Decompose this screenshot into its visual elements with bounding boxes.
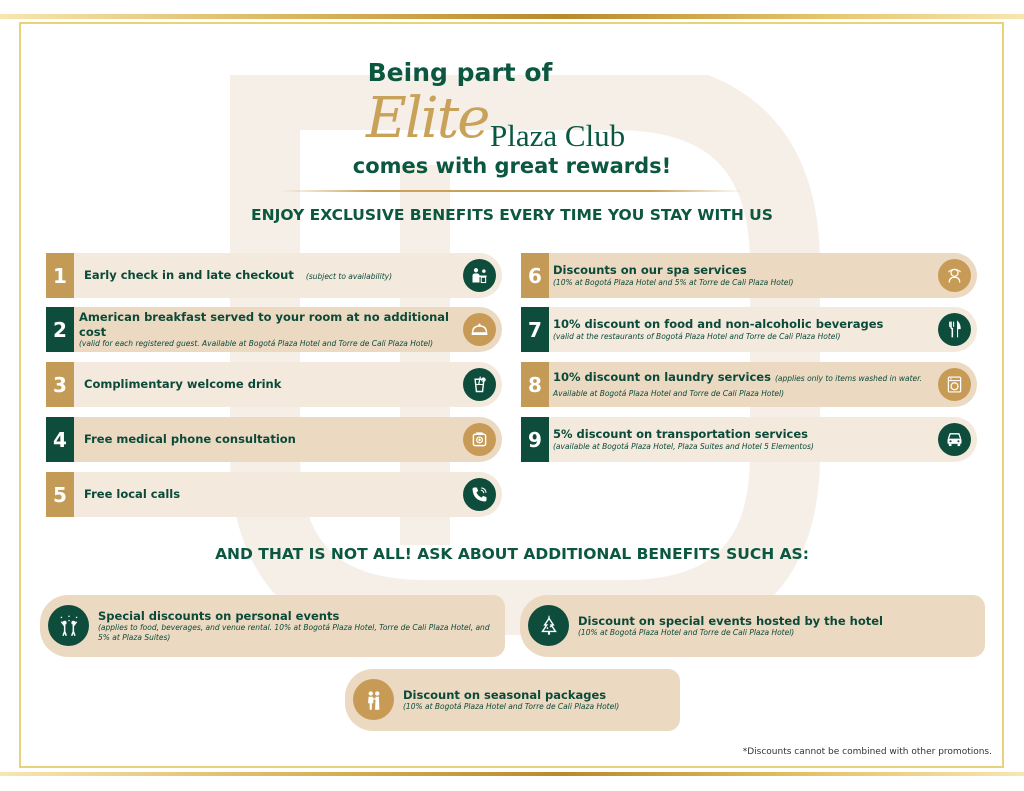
benefit-number: 3 [46,362,74,407]
extra-benefit-hotel-events [520,595,985,657]
bottom-gold-border [0,772,1024,776]
benefit-title: Discounts on our spa services [553,263,747,278]
extra-title: Special discounts on personal events [98,609,340,624]
benefit-note: (valid for each registered guest. Available at Bogotá Plaza Hotel and Torre de Cali Plaza Hotel) [79,339,434,348]
header-line-3: comes with great rewards! [352,154,672,178]
extra-benefit-personal-events [40,595,505,657]
celebration-icon [48,605,89,646]
reception-icon [463,259,496,292]
benefit-title: Free local calls [84,487,181,502]
christmas-tree-icon [528,605,569,646]
header-divider [280,190,745,192]
benefit-title: Complimentary welcome drink [84,377,282,392]
benefit-number: 6 [521,253,549,298]
spa-icon [938,259,971,292]
benefit-item-8 [521,362,977,407]
benefit-title: American breakfast served to your room at no additional cost [79,310,449,339]
additional-benefits-heading: AND THAT IS NOT ALL! ASK ABOUT ADDITIONAL BENEFITS SUCH AS: [215,545,809,563]
drink-glass-icon [463,368,496,401]
benefit-item-7 [521,307,977,352]
extra-title: Discount on seasonal packages [403,687,607,702]
benefit-number: 9 [521,417,549,462]
benefit-number: 1 [46,253,74,298]
benefit-number: 8 [521,362,549,407]
room-service-cloche-icon [463,313,496,346]
benefit-item-6 [521,253,977,298]
benefit-note: (valid at the restaurants of Bogotá Plaza Hotel and Torre de Cali Plaza Hotel) [553,331,841,341]
benefit-item-5 [46,472,502,517]
benefit-number: 4 [46,417,74,462]
benefit-item-9 [521,417,977,462]
benefit-inline-note: (applies only to items washed in water. Available at Bogotá Plaza Hotel and Torre de Cali Plaza Hotel) [553,374,922,398]
couple-icon [353,679,394,720]
benefit-number: 5 [46,472,74,517]
extra-note: (10% at Bogotá Plaza Hotel and Torre de Cali Plaza Hotel) [578,628,795,638]
car-icon [938,423,971,456]
benefit-title: 5% discount on transportation services [553,427,808,442]
benefit-number: 2 [46,307,74,352]
benefit-item-3 [46,362,502,407]
benefits-subtitle: ENJOY EXCLUSIVE BENEFITS EVERY TIME YOU STAY WITH US [251,206,773,224]
benefit-title: 10% discount on laundry services [553,370,771,385]
benefit-item-1 [46,253,502,298]
elite-script-logo: Elite [366,86,489,151]
benefit-title: Free medical phone consultation [84,432,296,447]
medical-icon [463,423,496,456]
benefit-title: 10% discount on food and non-alcoholic beverages [553,317,884,332]
benefit-note: (available at Bogotá Plaza Hotel, Plaza Suites and Hotel 5 Elementos) [553,441,814,451]
extra-note: (10% at Bogotá Plaza Hotel and Torre de Cali Plaza Hotel) [403,702,620,712]
benefit-note: (10% at Bogotá Plaza Hotel and 5% at Torre de Cali Plaza Hotel) [553,277,794,287]
extra-title: Discount on special events hosted by the hotel [578,613,883,628]
header-line-1: Being part of [367,58,553,87]
benefit-inline-note: (subject to availability) [305,272,393,282]
benefit-title: Early check in and late checkout [84,268,294,283]
benefit-item-4 [46,417,502,462]
phone-icon [463,478,496,511]
extra-benefit-seasonal-packages [345,669,680,731]
footnote: *Discounts cannot be combined with other promotions. [742,747,992,757]
extra-note: (applies to food, beverages, and venue rental. 10% at Bogotá Plaza Hotel, Torre de Cali Plaza Hotel, and 5% at Plaza Suites) [98,623,490,643]
fork-knife-icon [938,313,971,346]
benefit-item-2 [46,307,502,352]
washing-machine-icon [938,368,971,401]
plaza-club-logo: Plaza Club [490,118,626,153]
top-gold-border [0,14,1024,19]
benefit-number: 7 [521,307,549,352]
